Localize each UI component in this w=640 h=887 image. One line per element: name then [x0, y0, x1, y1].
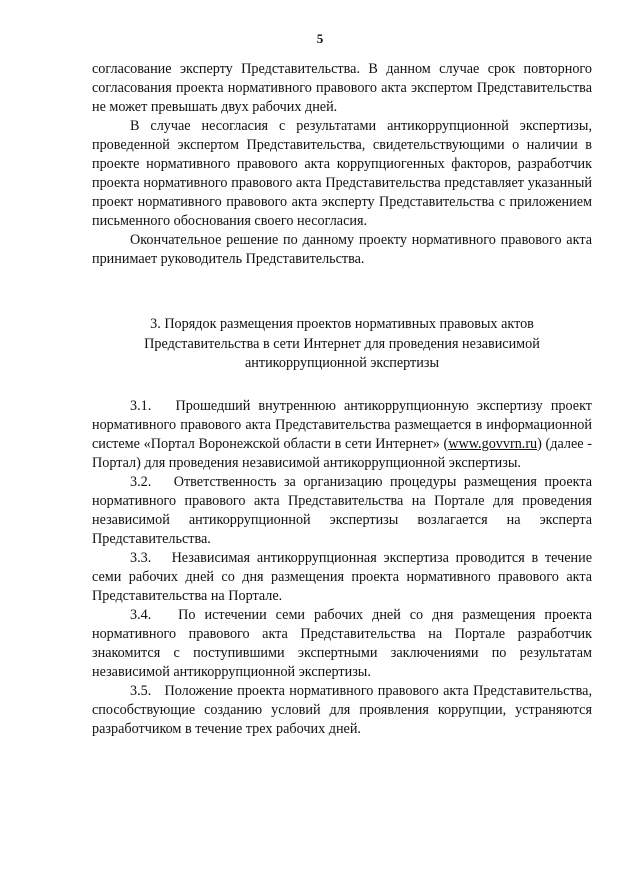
- clause-number: 3.4.: [130, 606, 152, 623]
- clause-3-5: [92, 682, 592, 739]
- clause-3-3: [92, 549, 592, 606]
- clause-3-2: [92, 473, 592, 549]
- clause-text: Положение проекта нормативного правового акта Представительства, способствующие созданию условий для проявления коррупции, устраняются разработчиком в течение трех рабочих дней.: [92, 682, 593, 737]
- clause-3-4: [92, 606, 592, 682]
- section-title-line-3: антикоррупционной экспертизы: [245, 355, 439, 371]
- section-3-title: [92, 315, 592, 374]
- paragraph-intro-1: согласование эксперту Представительства. В данном случае срок повторного согласования проекта нормативного правового акта экспертом Представительства не может превышать двух рабочих дней.: [92, 61, 592, 115]
- portal-link[interactable]: www.govvrn.ru: [448, 435, 538, 452]
- document-body: [92, 60, 592, 739]
- section-title-line-1: 3. Порядок размещения проектов нормативных правовых актов: [150, 316, 534, 332]
- section-title-line-2: Представительства в сети Интернет для проведения независимой: [144, 335, 540, 352]
- title-spacer: [92, 374, 592, 397]
- clause-number: 3.5.: [130, 682, 152, 699]
- clause-text: Независимая антикоррупционная экспертиза проводится в течение семи рабочих дней со дня размещения проекта нормативного правового акта Представительства на Портале.: [92, 549, 593, 604]
- paragraph-intro-2: В случае несогласия с результатами антикоррупционной экспертизы, проведенной экспертом Представительства, свидетельствующими о наличии в проекте нормативного правового акта коррупциогенных факторов, разработчик проекта нормативного правового акта Представительства представляет указанный проект нормативного правового акта эксперту Представительства с приложением письменного обоснования своего несогласия.: [92, 118, 592, 229]
- clause-text-before-link: Прошедший внутреннюю антикоррупционную экспертизу проект нормативного правового акта Представительства размещается в информационной системе «Портал Воронежской области в сети Интернет» (: [92, 397, 593, 452]
- clause-text: Ответственность за организацию процедуры размещения проекта нормативного правового акта Представительства на Портале для проведения независимой антикоррупционной экспертизы возлагается на эксперта Представительства.: [92, 473, 593, 547]
- clause-number: 3.1.: [130, 397, 152, 414]
- clause-text: По истечении семи рабочих дней со дня размещения проекта нормативного правового акта Представительства на Портале разработчик знакомится с поступившими экспертными заключениями по результатам независимой антикоррупционной экспертизы.: [92, 606, 592, 680]
- page-number: 5: [316, 31, 324, 46]
- section-spacer: [92, 269, 592, 315]
- clause-number: 3.3.: [130, 549, 152, 566]
- clause-3-1: [92, 397, 592, 473]
- clause-text-after-link: ) (далее - Портал) для проведения независимой антикоррупционной экспертизы.: [92, 435, 592, 471]
- paragraph-intro-3: Окончательное решение по данному проекту нормативного правового акта принимает руководитель Представительства.: [92, 232, 592, 267]
- clause-number: 3.2.: [130, 473, 152, 490]
